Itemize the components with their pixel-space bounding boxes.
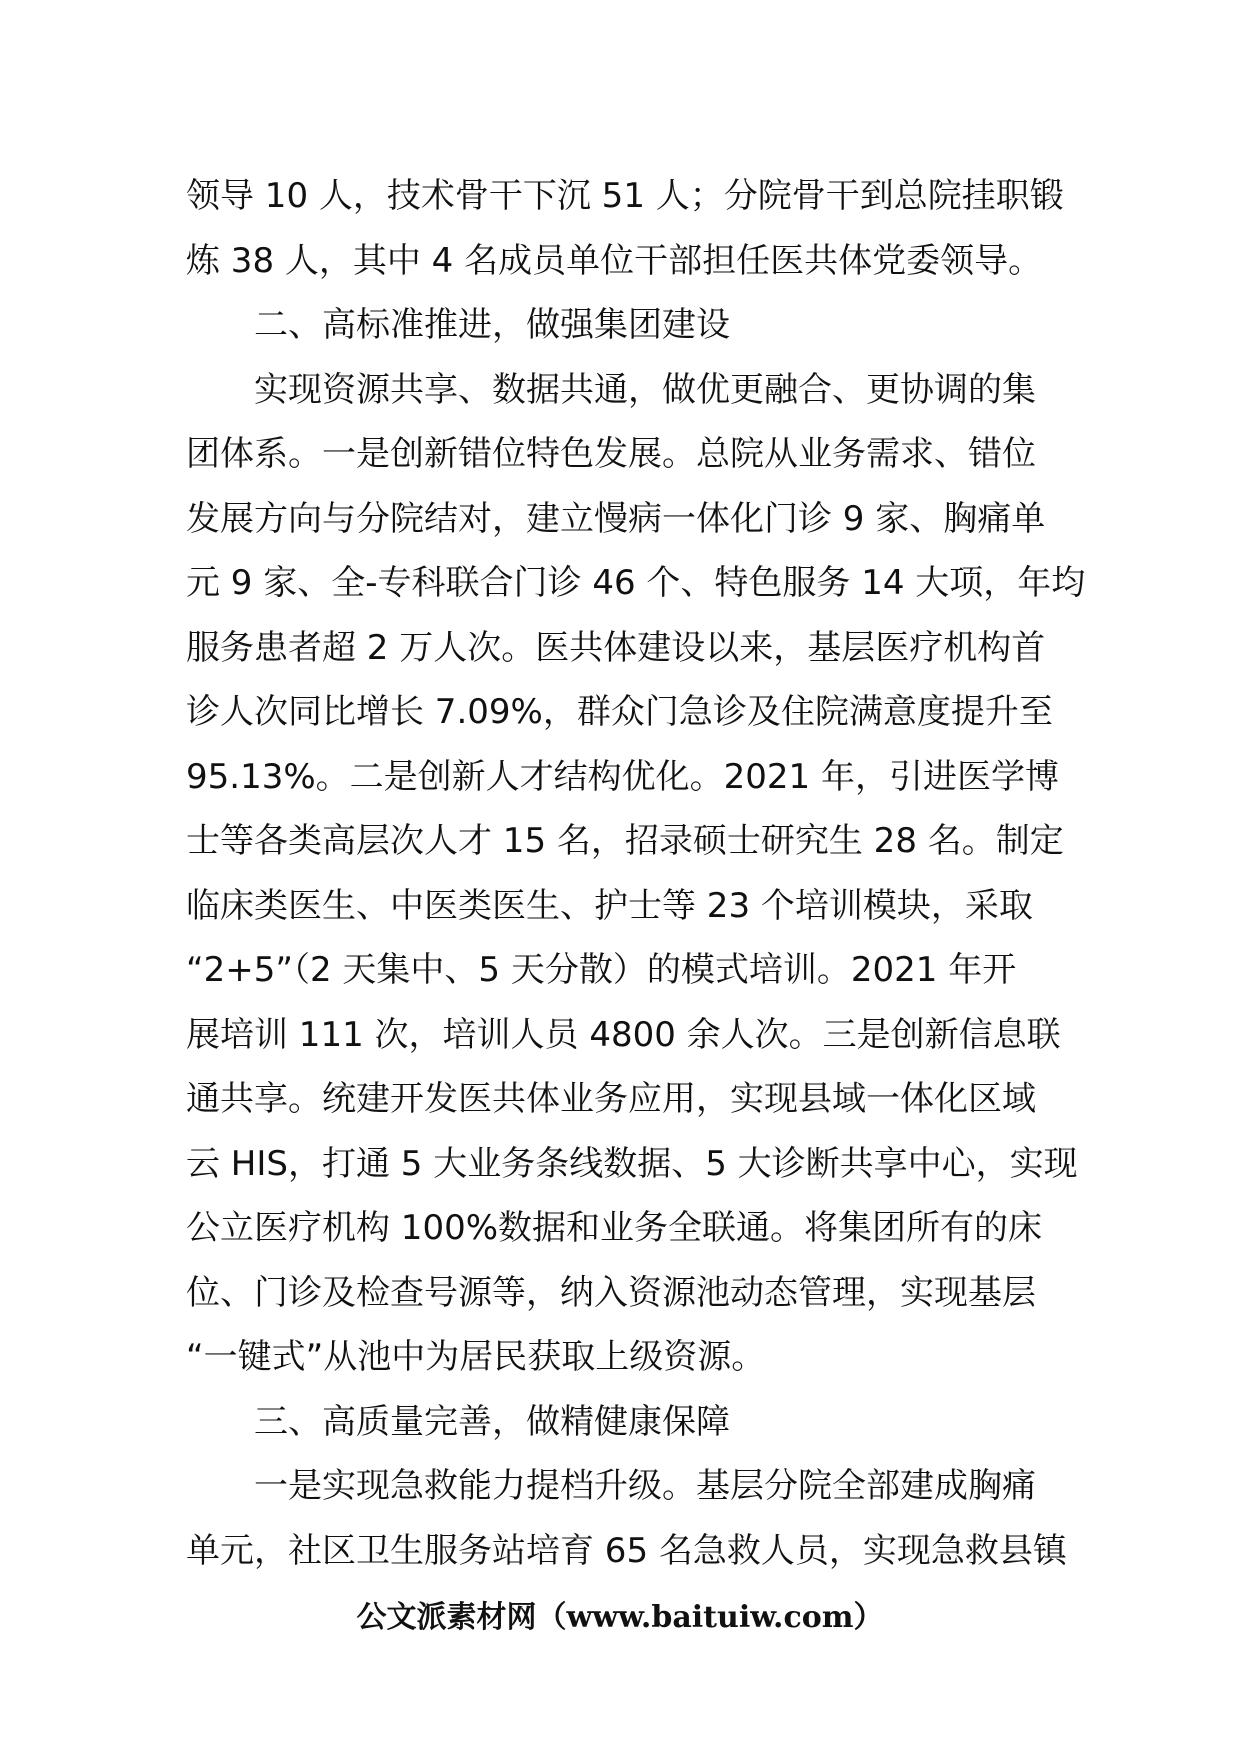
text-line: 95.13%。二是创新人才结构优化。2021 年，引进医学博 — [186, 757, 1059, 797]
text-line: “2+5”（2 天集中、5 天分散）的模式培训。2021 年开 — [186, 950, 1017, 990]
paragraph-first-line: 一是实现急救能力提档升级。基层分院全部建成胸痛 — [254, 1466, 1036, 1506]
text-line: 士等各类高层次人才 15 名，招录硕士研究生 28 名。制定 — [186, 821, 1064, 861]
text-line: 临床类医生、中医类医生、护士等 23 个培训模块，采取 — [186, 886, 1033, 926]
text-line: 位、门诊及检查号源等，纳入资源池动态管理，实现基层 — [186, 1273, 1036, 1313]
text-line: 诊人次同比增长 7.09%，群众门急诊及住院满意度提升至 — [186, 692, 1053, 732]
text-line: 团体系。一是创新错位特色发展。总院从业务需求、错位 — [186, 434, 1036, 474]
text-line: 服务患者超 2 万人次。医共体建设以来，基层医疗机构首 — [186, 628, 1046, 668]
text-line: 领导 10 人，技术骨干下沉 51 人；分院骨干到总院挂职锻 — [186, 176, 1064, 216]
text-line: 单元，社区卫生服务站培育 65 名急救人员，实现急救县镇 — [186, 1531, 1067, 1571]
text-line: 炼 38 人，其中 4 名成员单位干部担任医共体党委领导。 — [186, 241, 1043, 281]
footer-watermark: 公文派素材网（www.baituiw.com） — [356, 1600, 884, 1635]
text-line: 元 9 家、全-专科联合门诊 46 个、特色服务 14 大项，年均 — [186, 563, 1086, 603]
text-line: 云 HIS，打通 5 大业务条线数据、5 大诊断共享中心，实现 — [186, 1144, 1078, 1184]
text-line: 发展方向与分院结对，建立慢病一体化门诊 9 家、胸痛单 — [186, 499, 1046, 539]
section-heading: 二、高标准推进，做强集团建设 — [254, 305, 730, 345]
text-line: 展培训 111 次，培训人员 4800 余人次。三是创新信息联 — [186, 1015, 1061, 1055]
text-line: 公立医疗机构 100%数据和业务全联通。将集团所有的床 — [186, 1208, 1043, 1248]
paragraph-first-line: 实现资源共享、数据共通，做优更融合、更协调的集 — [254, 370, 1036, 410]
text-line: 通共享。统建开发医共体业务应用，实现县域一体化区域 — [186, 1079, 1036, 1119]
section-heading: 三、高质量完善，做精健康保障 — [254, 1402, 730, 1442]
text-line: “一键式”从池中为居民获取上级资源。 — [186, 1337, 766, 1377]
